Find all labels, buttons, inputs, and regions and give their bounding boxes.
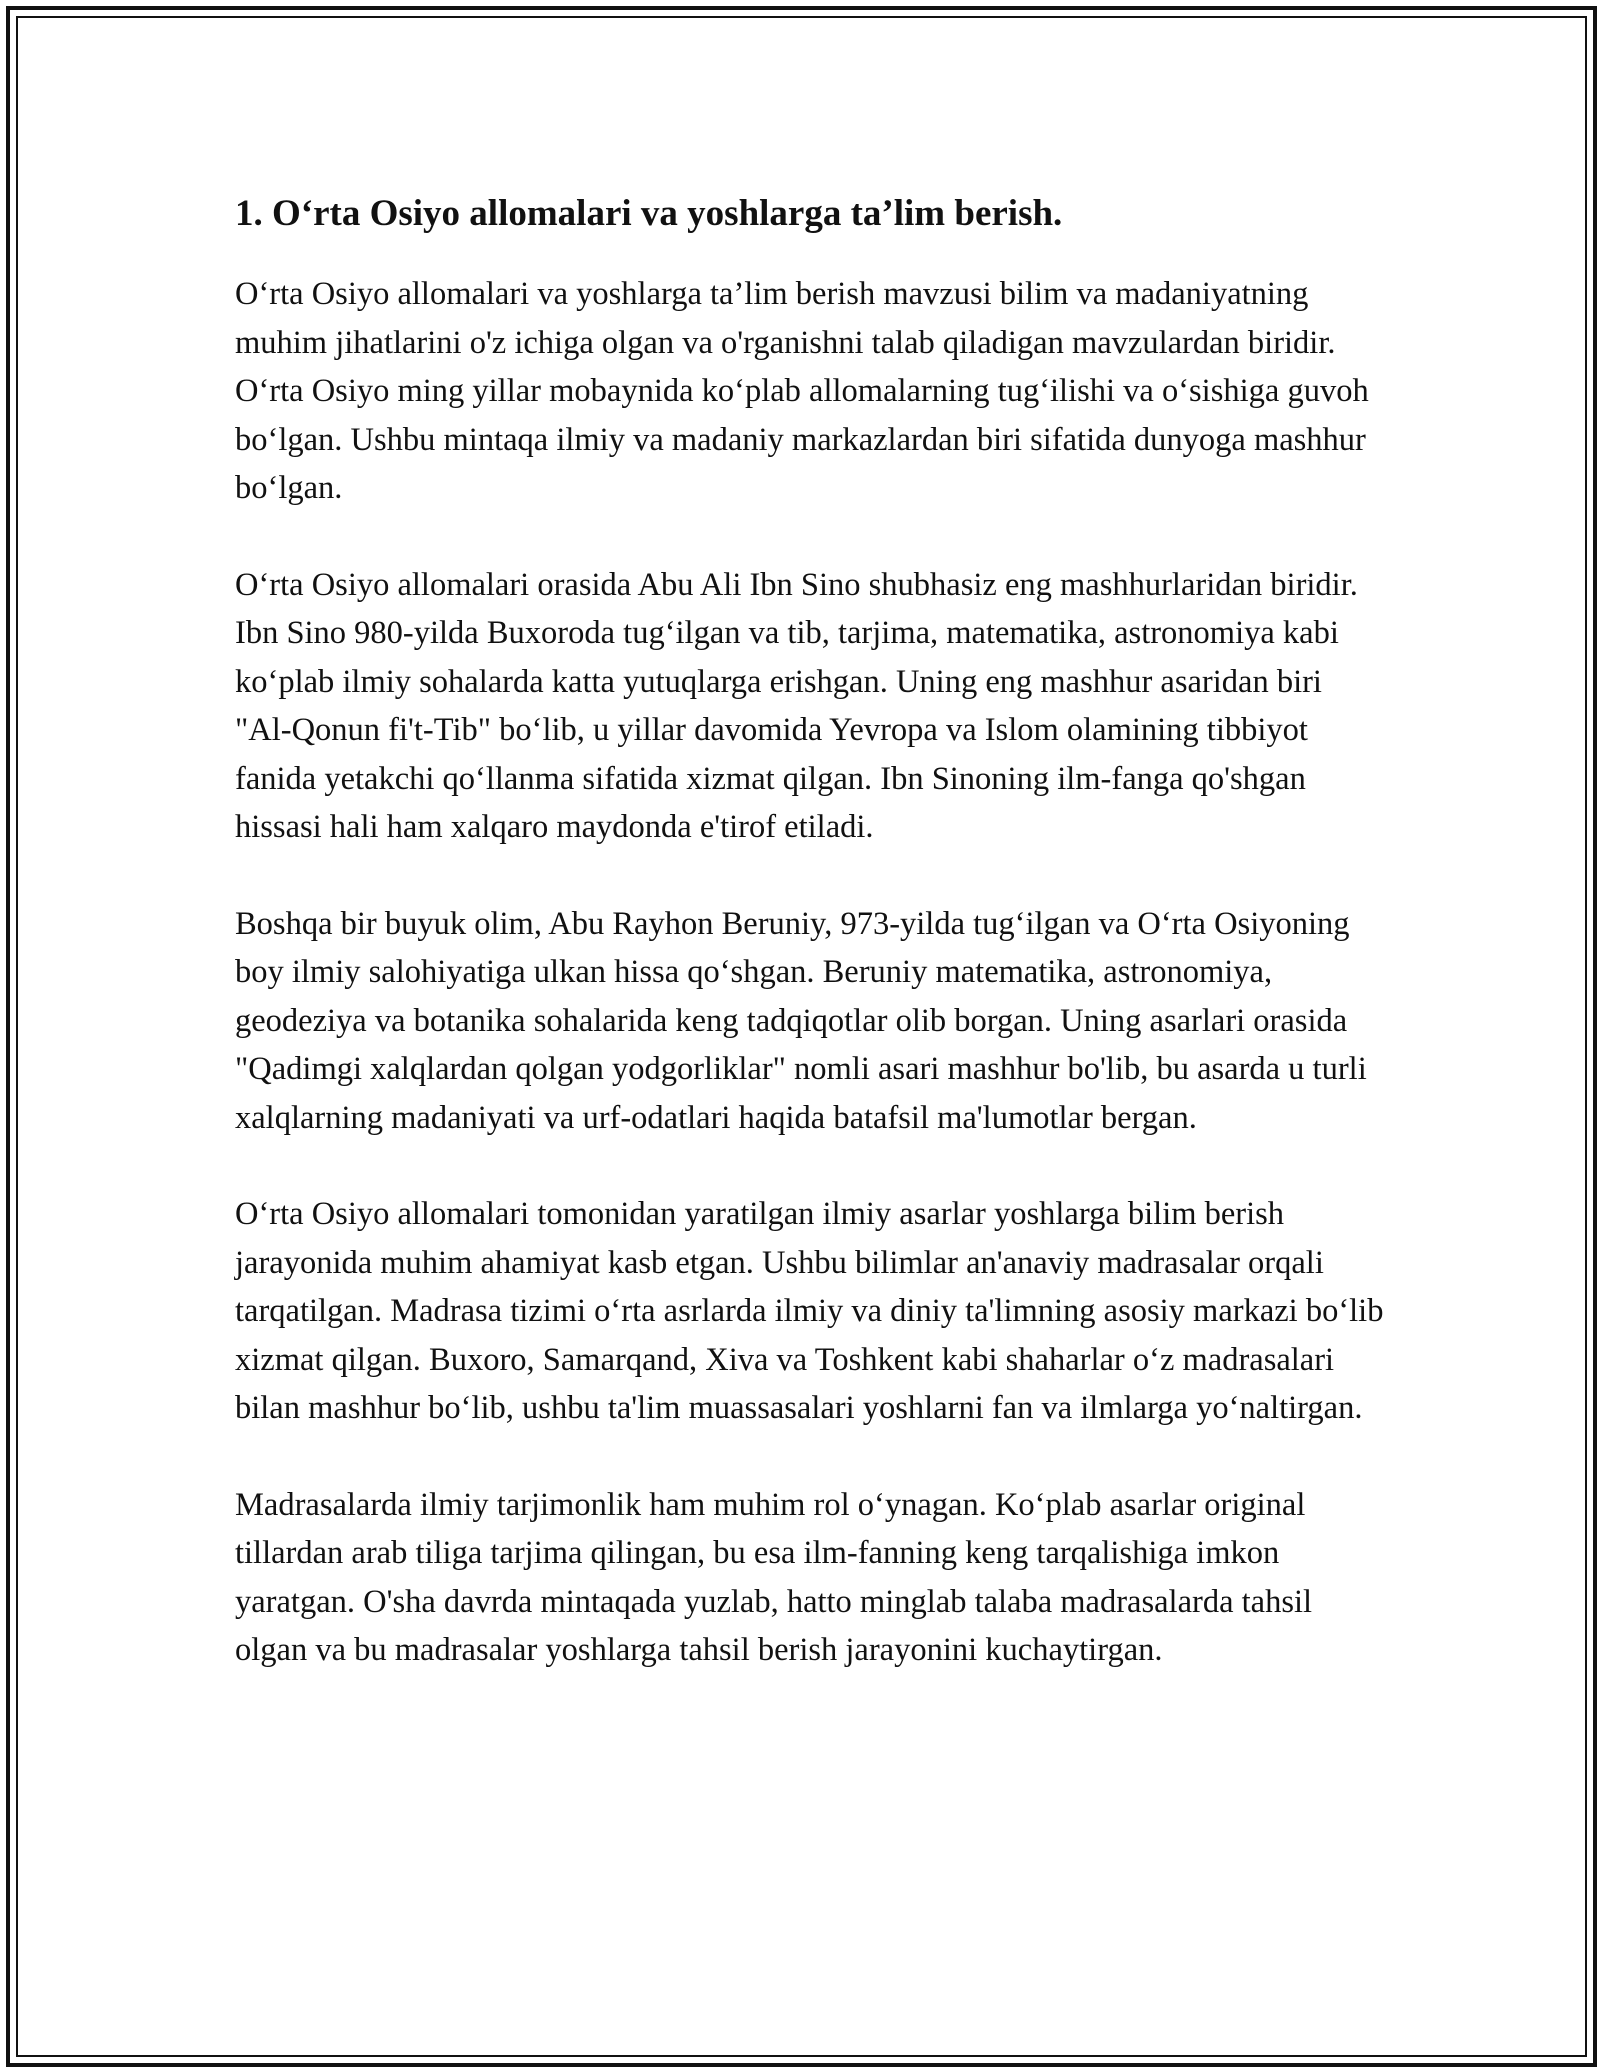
section-title: 1. O‘rta Osiyo allomalari va yoshlarga ta’lim berish. [235,193,1063,234]
paragraph-ibn-sino: O‘rta Osiyo allomalari orasida Abu Ali Ibn Sino shubhasiz eng mashhurlaridan biridir. Ibn Sino 980-yilda Buxoroda tug‘ilgan va tib, tarjima, matematika, astronomiya kabi ko‘plab ilmiy sohalarda katta yutuqlarga erishgan. Uning eng mashhur asaridan biri "Al-Qonun fi't-Tib" bo‘lib, u yillar davomida Yevropa va Islom olamining tibbiyot fanida yetakchi qo‘llanma sifatida xizmat qilgan. Ibn Sinoning ilm-fanga qo'shgan hissasi hali ham xalqaro maydonda e'tirof etiladi. [235,566,1358,845]
paragraph-madrasa: O‘rta Osiyo allomalari tomonidan yaratilgan ilmiy asarlar yoshlarga bilim berish jarayonida muhim ahamiyat kasb etgan. Ushbu bilimlar an'anaviy madrasalar orqali tarqatilgan. Madrasa tizimi o‘rta asrlarda ilmiy va diniy ta'limning asosiy markazi bo‘lib xizmat qilgan. Buxoro, Samarqand, Xiva va Toshkent kabi shaharlar o‘z madrasalari bilan mashhur bo‘lib, ushbu ta'lim muassasalari yoshlarni fan va ilmlarga yo‘naltirgan. [235,1196,1384,1426]
paragraph-intro: O‘rta Osiyo allomalari va yoshlarga ta’lim berish mavzusi bilim va madaniyatning muhim jihatlarini o'z ichiga olgan va o'rganishni talab qiladigan mavzulardan biridir. O‘rta Osiyo ming yillar mobaynida ko‘plab allomalarning tug‘ilishi va o‘sishiga guvoh bo‘lgan. Ushbu mintaqa ilmiy va madaniy markazlardan biri sifatida dunyoga mashhur bo‘lgan. [235,276,1369,506]
paragraph-beruniy: Boshqa bir buyuk olim, Abu Rayhon Beruniy, 973-yilda tug‘ilgan va O‘rta Osiyoning boy ilmiy salohiyatiga ulkan hissa qo‘shgan. Beruniy matematika, astronomiya, geodeziya va botanika sohalarida keng tadqiqotlar olib borgan. Uning asarlari orasida "Qadimgi xalqlardan qolgan yodgorliklar" nomli asari mashhur bo'lib, bu asarda u turli xalqlarning madaniyati va urf-odatlari haqida batafsil ma'lumotlar bergan. [235,905,1367,1136]
paragraph-translation: Madrasalarda ilmiy tarjimonlik ham muhim rol o‘ynagan. Ko‘plab asarlar original tillardan arab tiliga tarjima qilingan, bu esa ilm-fanning keng tarqalishiga imkon yaratgan. O'sha davrda mintaqada yuzlab, hatto minglab talaba madrasalarda tahsil olgan va bu madrasalar yoshlarga tahsil berish jarayonini kuchaytirgan. [235,1486,1313,1668]
document-body [235,188,1385,1675]
